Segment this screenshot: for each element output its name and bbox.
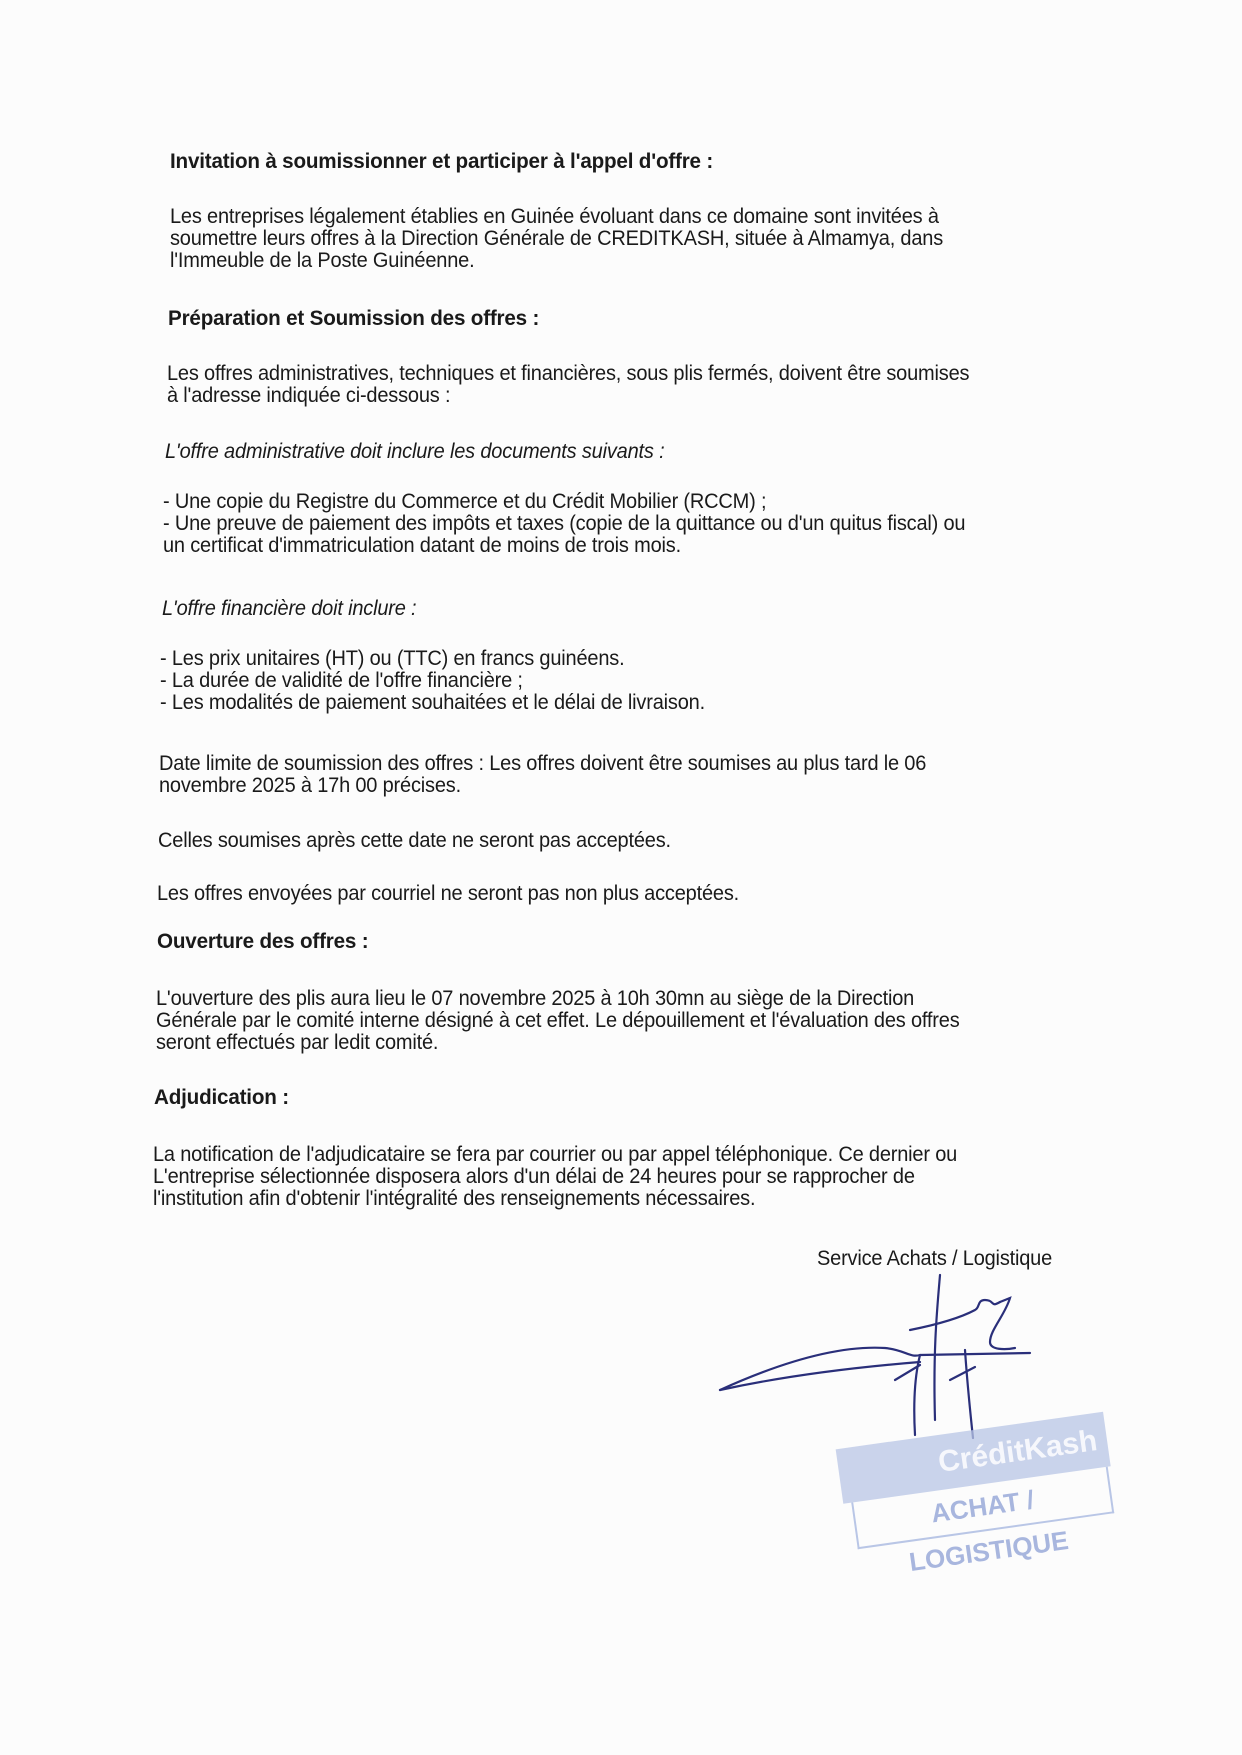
paragraph-adjudication <box>153 1143 957 1209</box>
signature-stroke <box>934 1275 940 1420</box>
list-item: - Les prix unitaires (HT) ou (TTC) en francs guinéens. <box>160 646 625 670</box>
paragraph-preparation <box>167 362 969 406</box>
signature-stroke <box>910 1300 1000 1330</box>
heading-adjudication: Adjudication : <box>154 1085 289 1109</box>
service-signature-label: Service Achats / Logistique <box>817 1246 1053 1270</box>
stamp-department-text: ACHAT / LOGISTIQUE <box>851 1467 1114 1550</box>
signature-stroke <box>720 1348 1030 1390</box>
text-line: l'Immeuble de la Poste Guinéenne. <box>170 248 475 272</box>
paragraph-invitation <box>170 205 943 271</box>
admin-offer-intro: L'offre administrative doit inclure les documents suivants : <box>165 439 665 463</box>
admin-offer-list <box>163 490 965 556</box>
heading-invitation: Invitation à soumissionner et participer à l'appel d'offre : <box>170 149 714 173</box>
text-line: Les offres administratives, techniques et financières, sous plis fermés, doivent être soumises <box>167 361 970 385</box>
paragraph-opening <box>156 987 960 1053</box>
heading-preparation: Préparation et Soumission des offres : <box>168 306 540 330</box>
text-line: soumettre leurs offres à la Direction Générale de CREDITKASH, située à Almamya, dans <box>170 226 944 250</box>
list-item: - Une copie du Registre du Commerce et du Crédit Mobilier (RCCM) ; <box>163 489 767 513</box>
list-item: - Une preuve de paiement des impôts et taxes (copie de la quittance ou d'un quitus fiscal) ou <box>163 511 966 535</box>
text-line: novembre 2025 à 17h 00 précises. <box>159 773 461 797</box>
financial-offer-intro: L'offre financière doit inclure : <box>162 596 417 620</box>
text-line: Date limite de soumission des offres : Les offres doivent être soumises au plus tard le 06 <box>159 751 927 775</box>
text-line: Générale par le comité interne désigné à cet effet. Le dépouillement et l'évaluation des offres <box>156 1008 960 1032</box>
text-line: L'ouverture des plis aura lieu le 07 novembre 2025 à 10h 30mn au siège de la Direction <box>156 986 915 1010</box>
text-line: à l'adresse indiquée ci-dessous : <box>167 383 451 407</box>
email-notice: Les offres envoyées par courriel ne seront pas non plus acceptées. <box>157 881 740 905</box>
signature-stroke <box>950 1367 975 1380</box>
financial-offer-list <box>160 647 705 713</box>
signature-stroke <box>990 1298 1015 1349</box>
list-item: - La durée de validité de l'offre financière ; <box>160 668 523 692</box>
text-line: L'entreprise sélectionnée disposera alors d'un délai de 24 heures pour se rapprocher de <box>153 1164 915 1188</box>
list-item: un certificat d'immatriculation datant de moins de trois mois. <box>163 533 681 557</box>
stamp-logo-text: CréditKash <box>836 1412 1111 1504</box>
handwritten-signature <box>715 1270 1035 1440</box>
heading-opening: Ouverture des offres : <box>157 929 369 953</box>
text-line: Les entreprises légalement établies en Guinée évoluant dans ce domaine sont invitées à <box>170 204 939 228</box>
text-line: La notification de l'adjudicataire se fera par courrier ou par appel téléphonique. Ce dernier ou <box>153 1142 958 1166</box>
text-line: seront effectués par ledit comité. <box>156 1030 439 1054</box>
list-item: - Les modalités de paiement souhaitées et le délai de livraison. <box>160 690 705 714</box>
signature-stroke <box>965 1350 973 1438</box>
text-line: l'institution afin d'obtenir l'intégralité des renseignements nécessaires. <box>153 1186 756 1210</box>
late-notice: Celles soumises après cette date ne seront pas acceptées. <box>158 828 671 852</box>
deadline-paragraph <box>159 752 926 796</box>
